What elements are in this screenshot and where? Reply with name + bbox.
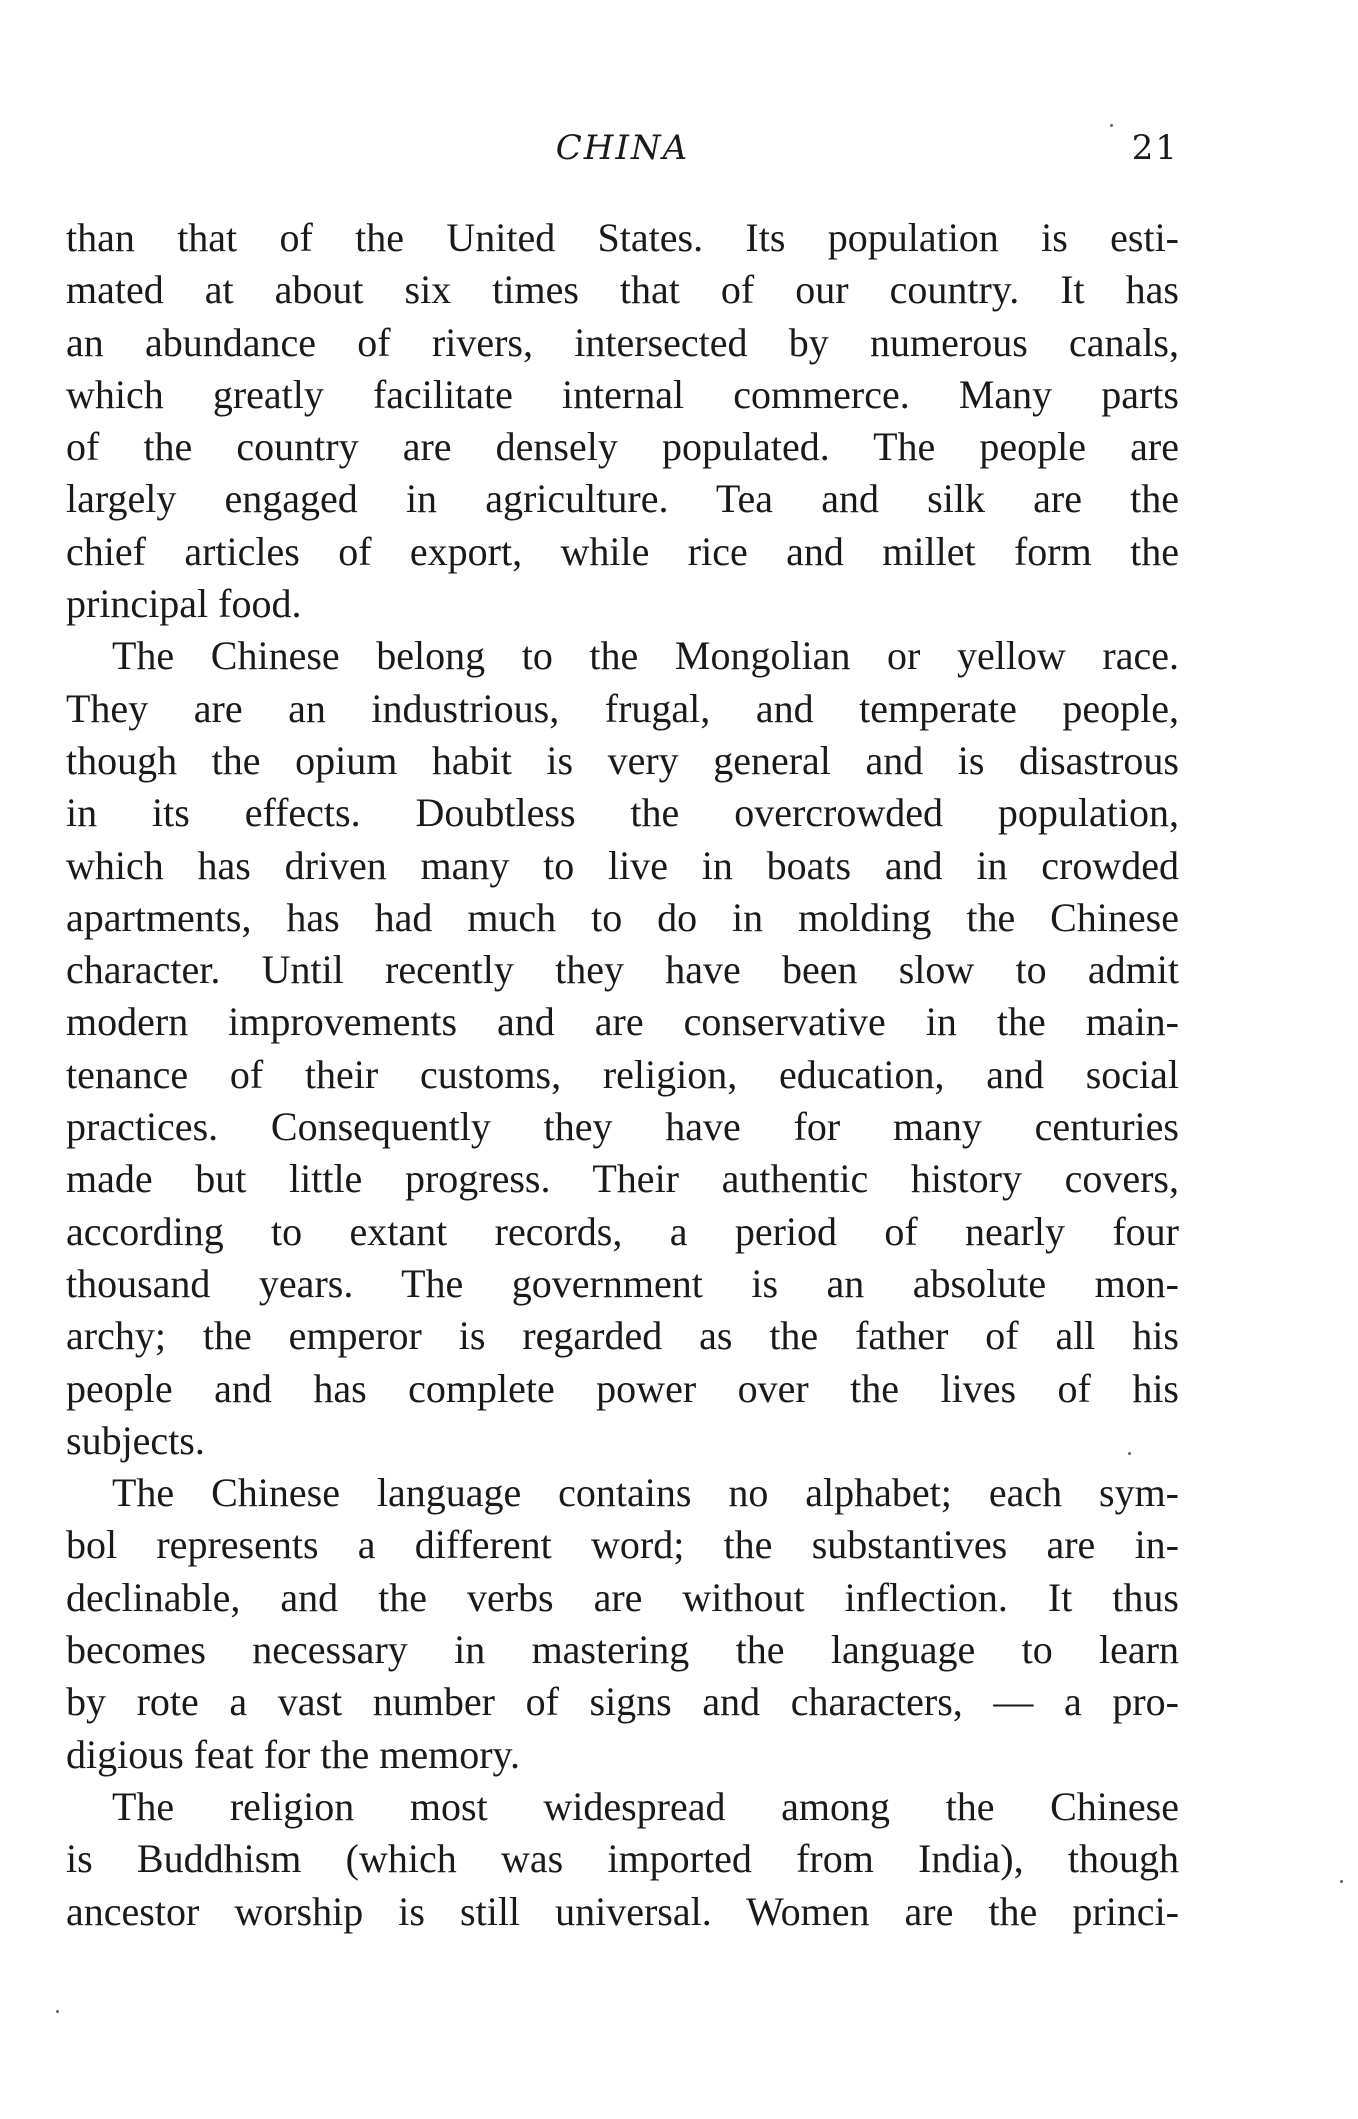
text-line: subjects. <box>66 1417 205 1463</box>
text-line: an abundance of rivers, intersected by numerous canals, <box>66 319 1179 365</box>
text-line: apartments, has had much to do in molding the Chinese <box>66 894 1179 940</box>
text-line: though the opium habit is very general and is disastrous <box>66 737 1179 783</box>
text-line: thousand years. The government is an absolute mon- <box>66 1260 1179 1306</box>
paragraph <box>66 630 1179 1467</box>
text-line: The religion most widespread among the Chinese <box>112 1783 1179 1829</box>
text-line: of the country are densely populated. The people are <box>66 424 1179 470</box>
text-line: people and has complete power over the lives of his <box>66 1365 1179 1411</box>
text-line: modern improvements and are conservative in the main- <box>66 999 1179 1045</box>
text-line: which greatly facilitate internal commerce. Many parts <box>66 371 1179 417</box>
text-line: mated at about six times that of our country. It has <box>66 267 1179 313</box>
text-line: chief articles of export, while rice and millet form the <box>66 528 1179 574</box>
text-line: largely engaged in agriculture. Tea and silk are the <box>66 476 1179 522</box>
text-line: The Chinese belong to the Mongolian or yellow race. <box>112 633 1179 679</box>
text-line: is Buddhism (which was imported from India), though <box>66 1836 1179 1882</box>
text-line: bol represents a different word; the substantives are in- <box>66 1522 1179 1568</box>
scan-speck <box>56 2010 59 2013</box>
scan-speck <box>1110 124 1113 127</box>
text-line: archy; the emperor is regarded as the father of all his <box>66 1313 1179 1359</box>
text-line: practices. Consequently they have for many centuries <box>66 1104 1179 1150</box>
text-line: according to extant records, a period of nearly four <box>66 1208 1179 1254</box>
running-title: CHINA <box>555 128 690 168</box>
text-line: than that of the United States. Its population is esti- <box>66 215 1179 260</box>
text-line: which has driven many to live in boats and in crowded <box>66 842 1179 888</box>
text-line: ancestor worship is still universal. Women are the princi- <box>66 1888 1179 1934</box>
text-line: character. Until recently they have been slow to admit <box>66 947 1179 993</box>
page-number: 21 <box>1131 128 1179 168</box>
running-head <box>66 118 1179 178</box>
body-text <box>66 212 1179 1938</box>
text-line: in its effects. Doubtless the overcrowded population, <box>66 790 1179 836</box>
text-line: digious feat for the memory. <box>66 1731 520 1777</box>
paragraph <box>66 1467 1179 1781</box>
text-line: becomes necessary in mastering the language to learn <box>66 1627 1179 1673</box>
text-line: They are an industrious, frugal, and temperate people, <box>66 685 1179 731</box>
text-line: declinable, and the verbs are without inflection. It thus <box>66 1574 1179 1620</box>
text-line: The Chinese language contains no alphabet; each sym- <box>112 1470 1179 1516</box>
text-line: tenance of their customs, religion, education, and social <box>66 1051 1179 1097</box>
scan-speck <box>1340 1880 1343 1883</box>
scan-speck <box>1128 1452 1131 1455</box>
text-line: made but little progress. Their authentic history covers, <box>66 1156 1179 1202</box>
paragraph <box>66 1781 1179 1938</box>
text-line: by rote a vast number of signs and characters, — a pro- <box>66 1679 1179 1725</box>
paragraph <box>66 212 1179 630</box>
text-line: principal food. <box>66 581 302 627</box>
